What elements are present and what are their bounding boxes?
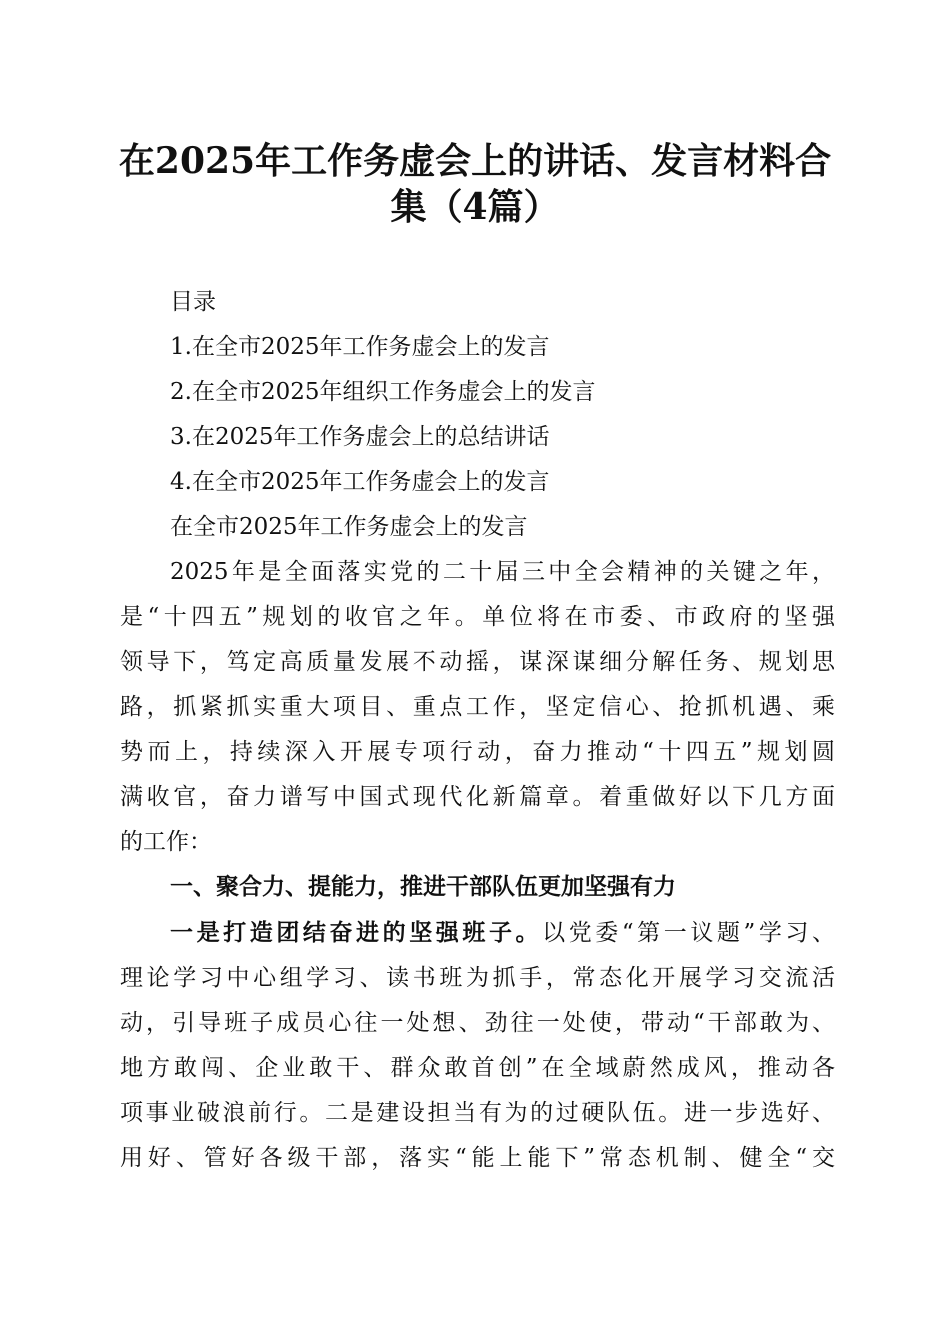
paragraph-line: 项事业破浪前行。二是建设担当有为的过硬队伍。进一步选好、	[120, 1100, 835, 1126]
paragraph-line: 路，抓紧抓实重大项目、重点工作，坚定信心、抢抓机遇、乘	[120, 694, 835, 720]
paragraph-line	[120, 910, 835, 956]
paragraph-line: 2025年是全面落实党的二十届三中全会精神的关键之年，	[170, 559, 835, 585]
title-line-1: 在2025年工作务虚会上的讲话、发言材料合	[118, 140, 832, 182]
paragraph-line: 动，引导班子成员心往一处想、劲往一处使，带动“干部敢为、	[120, 1010, 835, 1036]
section-subtitle: 在全市2025年工作务虚会上的发言	[170, 514, 528, 540]
paragraph-line: 是“十四五”规划的收官之年。单位将在市委、市政府的坚强	[120, 604, 835, 630]
paragraph-line: 用好、管好各级干部，落实“能上能下”常态机制、健全“交	[120, 1145, 835, 1171]
title-line-2: 集（4篇）	[390, 186, 560, 228]
paragraph-line: 理论学习中心组学习、读书班为抓手，常态化开展学习交流活	[120, 965, 835, 991]
section-heading-1: 一、聚合力、提能力，推进干部队伍更加坚强有力	[170, 874, 676, 900]
toc-label: 目录	[170, 289, 216, 315]
document-title	[110, 138, 840, 230]
paragraph-line: 满收官，奋力谱写中国式现代化新篇章。着重做好以下几方面	[120, 784, 835, 810]
toc-item-3: 3.在2025年工作务虚会上的总结讲话	[170, 424, 550, 450]
paragraph-line: 的工作：	[120, 829, 212, 855]
toc-item-1: 1.在全市2025年工作务虚会上的发言	[170, 334, 550, 360]
paragraph-lead: 一是打造团结奋进的坚强班子。	[170, 919, 543, 946]
paragraph-text: 以党委“第一议题”学习、	[542, 920, 835, 946]
paragraph-line: 领导下，笃定高质量发展不动摇，谋深谋细分解任务、规划思	[120, 649, 835, 675]
toc-item-2: 2.在全市2025年组织工作务虚会上的发言	[170, 379, 596, 405]
toc-item-4: 4.在全市2025年工作务虚会上的发言	[170, 469, 550, 495]
document-body	[120, 280, 835, 1181]
paragraph-line: 势而上，持续深入开展专项行动，奋力推动“十四五”规划圆	[120, 739, 835, 765]
paragraph-line: 地方敢闯、企业敢干、群众敢首创”在全域蔚然成风，推动各	[120, 1055, 835, 1081]
